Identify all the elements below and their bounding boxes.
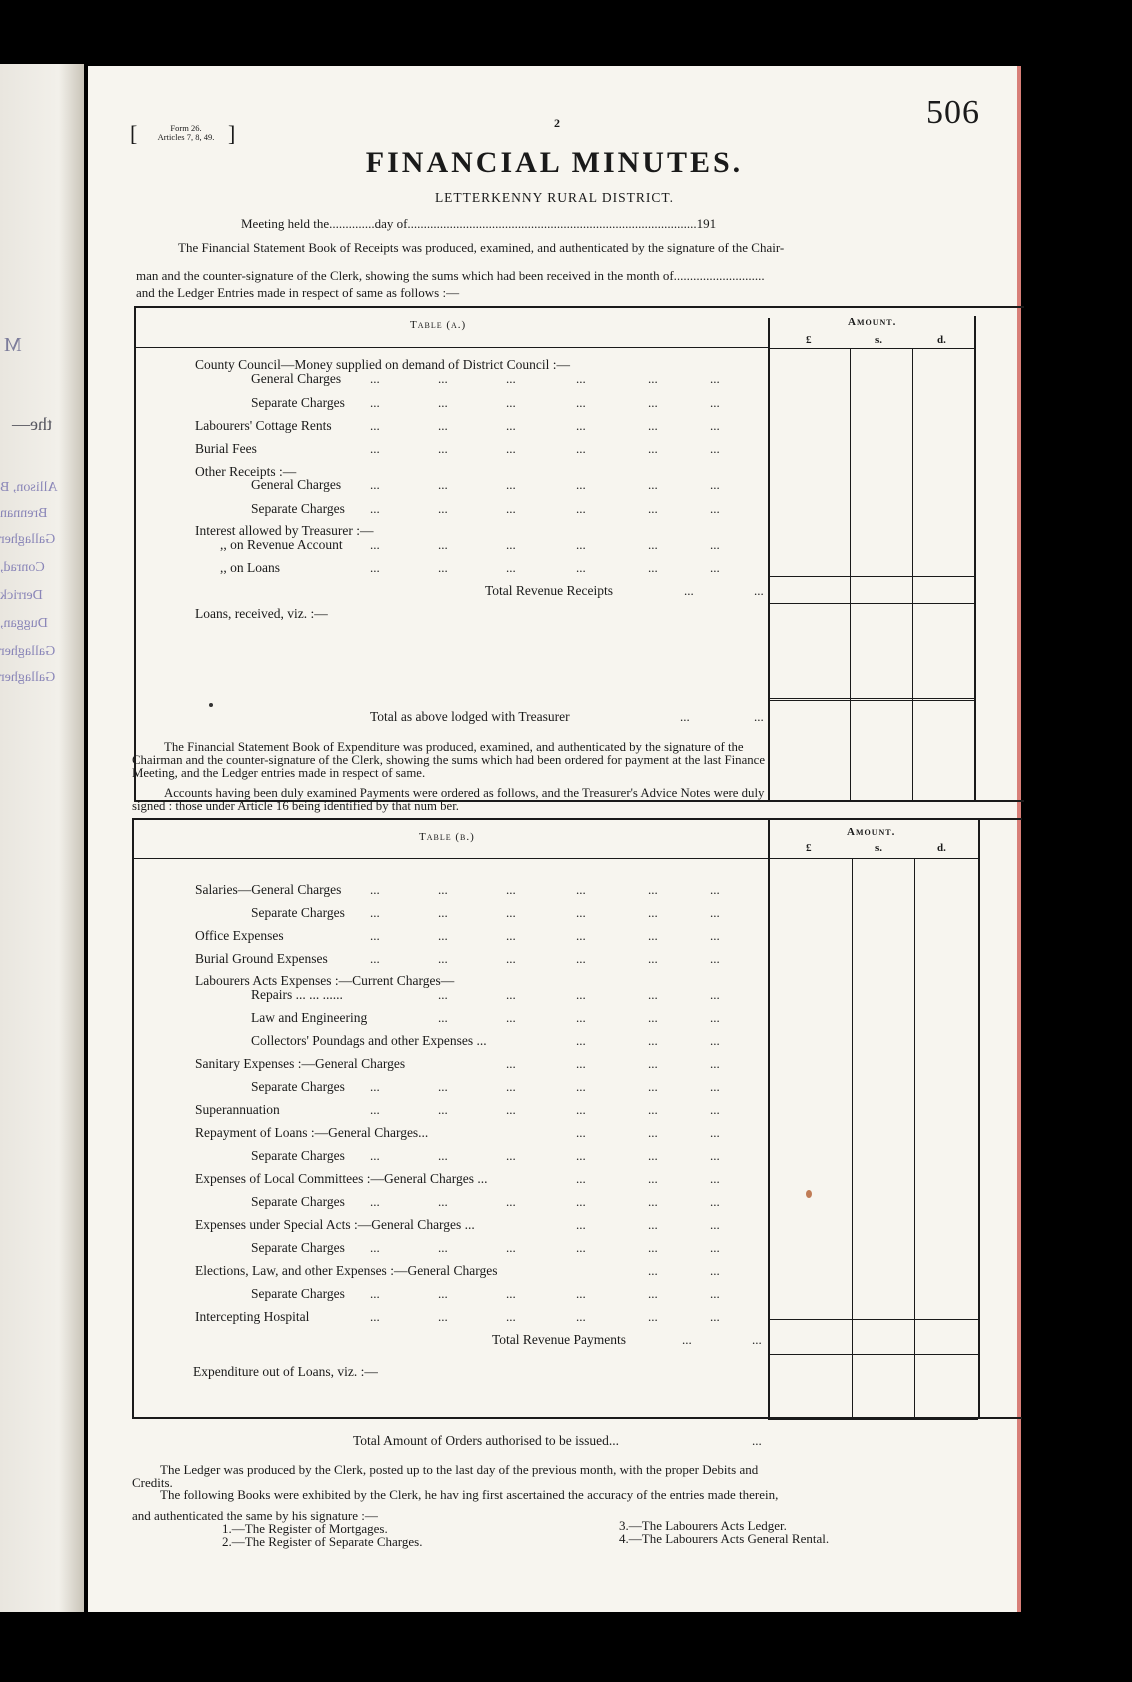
table-b-total-row: Total Revenue Payments <box>492 1332 627 1347</box>
leader-dots: ... <box>648 537 658 552</box>
table-a-right-rule <box>974 316 976 800</box>
leader-dots: ... <box>710 477 720 492</box>
leader-dots: ... <box>370 1240 380 1255</box>
leader-dots: ... <box>648 1286 658 1301</box>
leader-dots: ... <box>576 560 586 575</box>
leader-dots: ... <box>370 905 380 920</box>
table-a-row: ,, on Loans <box>220 560 280 575</box>
ghost-text: Conrad, <box>0 560 45 575</box>
leader-dots: ... <box>648 928 658 943</box>
expenditure-line-1: The Financial Statement Book of Expenditure was produced, examined, and authenticated by the signature of the <box>164 740 744 754</box>
leader-dots: ... <box>576 1171 586 1186</box>
table-b-left-rule <box>132 818 134 1418</box>
leader-dots: ... <box>506 1148 516 1163</box>
leader-dots: ... <box>438 477 448 492</box>
leader-dots: ... <box>506 882 516 897</box>
leader-dots: ... <box>710 537 720 552</box>
table-a-row: Separate Charges <box>251 395 345 410</box>
leader-dots: ... <box>506 441 516 456</box>
leader-dots: ... <box>754 583 764 598</box>
leader-dots: ... <box>710 928 720 943</box>
leader-dots: ... <box>438 537 448 552</box>
book-item: 2.—The Register of Separate Charges. <box>222 1534 423 1549</box>
footer-line-2: Credits. <box>132 1475 173 1490</box>
leader-dots: ... <box>576 1102 586 1117</box>
leader-dots: ... <box>576 418 586 433</box>
table-b-header-rule <box>134 858 768 859</box>
amount-label: Amount. <box>847 826 896 838</box>
ghost-text: M <box>4 334 22 356</box>
leader-dots: ... <box>506 537 516 552</box>
ink-dot <box>209 703 213 707</box>
leader-dots: ... <box>682 1332 692 1347</box>
table-a-row: Burial Fees <box>195 441 257 456</box>
table-a-top-rule <box>134 306 1024 308</box>
leader-dots: ... <box>648 1194 658 1209</box>
leader-dots: ... <box>506 395 516 410</box>
leader-dots: ... <box>684 583 694 598</box>
leader-dots: ... <box>438 928 448 943</box>
table-b-row: Law and Engineering <box>251 1010 368 1025</box>
leader-dots: ... <box>506 951 516 966</box>
leader-dots: ... <box>370 537 380 552</box>
leader-dots: ... <box>648 987 658 1002</box>
table-b-row: Expenses under Special Acts :—General Charges ... <box>195 1217 475 1232</box>
col-pound: £ <box>806 842 812 854</box>
table-b-amount-header <box>847 826 895 838</box>
table-a-total-row: Total as above lodged with Treasurer <box>370 709 570 724</box>
col-shillings: s. <box>875 334 883 346</box>
table-a-left-rule <box>134 306 136 801</box>
ghost-text: Gallagher <box>0 644 56 659</box>
leader-dots: ... <box>710 1263 720 1278</box>
leader-dots: ... <box>576 1010 586 1025</box>
leader-dots: ... <box>710 1125 720 1140</box>
table-b-row: Labourers Acts Expenses :—Current Charges— <box>195 973 455 988</box>
table-a-total-rule-4 <box>768 700 974 701</box>
table-b-amount-rule <box>768 818 770 1418</box>
leader-dots: ... <box>438 987 448 1002</box>
ghost-text: Derrick <box>0 588 43 603</box>
leader-dots: ... <box>576 477 586 492</box>
leader-dots: ... <box>576 1240 586 1255</box>
leader-dots: ... <box>710 1010 720 1025</box>
page-number-printed: 2 <box>554 116 560 130</box>
footer-line-1: The Ledger was produced by the Clerk, posted up to the last day of the previous month, with the proper Debits and <box>160 1462 759 1477</box>
leader-dots: ... <box>648 1148 658 1163</box>
table-b-row: Salaries—General Charges <box>195 882 342 897</box>
expenditure-line-3: Meeting, and the Ledger entries made in respect of same. <box>132 766 426 780</box>
leader-dots: ... <box>438 441 448 456</box>
leader-dots: ... <box>710 1240 720 1255</box>
table-b-row: Separate Charges <box>251 1286 345 1301</box>
expenditure-line-4: Accounts having been duly examined Payments were ordered as follows, and the Treasurer's Advice Notes were duly <box>164 786 765 800</box>
leader-dots: ... <box>370 951 380 966</box>
intro-line-1: The Financial Statement Book of Receipts was produced, examined, and authenticated by the signature of the Chair- <box>178 240 785 255</box>
meeting-line: Meeting held the..............day of.........................................................................................191 <box>241 216 717 231</box>
leader-dots: ... <box>576 1033 586 1048</box>
leader-dots: ... <box>438 882 448 897</box>
leader-dots: ... <box>438 905 448 920</box>
leader-dots: ... <box>710 395 720 410</box>
leader-dots: ... <box>438 1240 448 1255</box>
leader-dots: ... <box>370 395 380 410</box>
table-a-row: Labourers' Cottage Rents <box>195 418 332 433</box>
leader-dots: ... <box>506 987 516 1002</box>
leader-dots: ... <box>370 560 380 575</box>
leader-dots: ... <box>506 560 516 575</box>
expenditure-line-5: signed : those under Article 16 being identified by that num ber. <box>132 799 459 813</box>
book-item: 1.—The Register of Mortgages. <box>222 1521 388 1536</box>
ghost-text: Brennan <box>0 506 48 521</box>
leader-dots: ... <box>438 1309 448 1324</box>
leader-dots: ... <box>576 1309 586 1324</box>
leader-dots: ... <box>710 951 720 966</box>
leader-dots: ... <box>648 560 658 575</box>
leader-dots: ... <box>576 951 586 966</box>
leader-dots: ... <box>506 1102 516 1117</box>
table-b-row: Separate Charges <box>251 1194 345 1209</box>
ghost-text: Duggan, <box>0 616 48 631</box>
leader-dots: ... <box>506 1010 516 1025</box>
table-b-row: Expenditure out of Loans, viz. :— <box>193 1364 378 1379</box>
table-a-header-rule <box>136 347 768 348</box>
leader-dots: ... <box>576 1056 586 1071</box>
table-a-total-rule-2 <box>768 603 974 604</box>
leader-dots: ... <box>710 1033 720 1048</box>
leader-dots: ... <box>576 1286 586 1301</box>
leader-dots: ... <box>506 371 516 386</box>
leader-dots: ... <box>648 1263 658 1278</box>
intro-line-3: and the Ledger Entries made in respect of same as follows :— <box>136 285 460 300</box>
leader-dots: ... <box>438 1148 448 1163</box>
leader-dots: ... <box>370 1148 380 1163</box>
leader-dots: ... <box>438 560 448 575</box>
leader-dots: ... <box>438 1079 448 1094</box>
table-a-d-rule <box>912 348 913 800</box>
table-a-row: Loans, received, viz. :— <box>195 606 328 621</box>
table-a-amount-header <box>848 316 896 328</box>
leader-dots: ... <box>710 1217 720 1232</box>
table-b-row: Expenses of Local Committees :—General Charges ... <box>195 1171 488 1186</box>
leader-dots: ... <box>648 501 658 516</box>
ledger-page <box>88 66 1021 1612</box>
table-b-d-rule <box>914 859 915 1417</box>
leader-dots: ... <box>648 441 658 456</box>
bracket-left: [ <box>130 121 138 146</box>
leader-dots: ... <box>648 395 658 410</box>
district-subtitle: LETTERKENNY RURAL DISTRICT. <box>434 190 675 205</box>
leader-dots: ... <box>438 371 448 386</box>
leader-dots: ... <box>648 905 658 920</box>
leader-dots: ... <box>710 882 720 897</box>
footer-line-4: and authenticated the same by his signature :— <box>132 1508 378 1523</box>
table-a-total-rule-1 <box>768 576 974 577</box>
leader-dots: ... <box>648 371 658 386</box>
leader-dots: ... <box>576 1194 586 1209</box>
leader-dots: ... <box>370 1194 380 1209</box>
leader-dots: ... <box>576 928 586 943</box>
table-b-row: Office Expenses <box>195 928 284 943</box>
leader-dots: ... <box>576 882 586 897</box>
leader-dots: ... <box>506 1194 516 1209</box>
table-b-row: Burial Ground Expenses <box>195 951 328 966</box>
leader-dots: ... <box>710 371 720 386</box>
ghost-text: the— <box>12 414 52 434</box>
leader-dots: ... <box>576 1217 586 1232</box>
leader-dots: ... <box>370 1309 380 1324</box>
expenditure-line-2: Chairman and the counter-signature of the Clerk, showing the sums which had been ordered for payment at the last Finance <box>132 753 766 767</box>
facing-page-edge <box>0 64 84 1612</box>
leader-dots: ... <box>710 1194 720 1209</box>
book-item: 3.—The Labourers Acts Ledger. <box>619 1518 787 1533</box>
table-a-row: County Council—Money supplied on demand of District Council :— <box>195 357 570 372</box>
leader-dots: ... <box>648 1125 658 1140</box>
leader-dots: ... <box>506 928 516 943</box>
table-b-row: Repayment of Loans :—General Charges... <box>195 1125 429 1140</box>
table-b-total-row: Total Amount of Orders authorised to be issued... <box>353 1433 620 1448</box>
leader-dots: ... <box>710 560 720 575</box>
table-a-row: General Charges <box>251 371 342 386</box>
table-b-row: Sanitary Expenses :—General Charges <box>195 1056 406 1071</box>
leader-dots: ... <box>710 905 720 920</box>
table-a-row: Other Receipts :— <box>195 464 297 479</box>
table-b-row: Collectors' Poundags and other Expenses ... <box>251 1033 487 1048</box>
table-b-top-rule <box>132 818 1022 820</box>
leader-dots: ... <box>648 1079 658 1094</box>
col-pence: d. <box>937 334 946 346</box>
table-b-row: Repairs ... ... ...... <box>251 987 343 1002</box>
leader-dots: ... <box>648 1033 658 1048</box>
table-b-total-rule-1 <box>768 1319 978 1320</box>
table-b-total-rule-3 <box>768 1419 978 1420</box>
leader-dots: ... <box>648 1102 658 1117</box>
leader-dots: ... <box>710 1309 720 1324</box>
leader-dots: ... <box>576 441 586 456</box>
leader-dots: ... <box>370 418 380 433</box>
leader-dots: ... <box>370 1079 380 1094</box>
leader-dots: ... <box>648 951 658 966</box>
leader-dots: ... <box>438 951 448 966</box>
amount-label: Amount. <box>848 316 897 328</box>
leader-dots: ... <box>506 501 516 516</box>
table-b-amount-header-rule <box>768 858 978 859</box>
leader-dots: ... <box>438 501 448 516</box>
table-b-row: Superannuation <box>195 1102 280 1117</box>
table-a-total-rule-3 <box>768 698 974 699</box>
leader-dots: ... <box>370 441 380 456</box>
leader-dots: ... <box>370 928 380 943</box>
leader-dots: ... <box>438 1286 448 1301</box>
leader-dots: ... <box>710 1148 720 1163</box>
ink-spot <box>806 1190 812 1198</box>
ghost-text: Gallagher <box>0 670 56 685</box>
leader-dots: ... <box>506 1079 516 1094</box>
leader-dots: ... <box>648 1240 658 1255</box>
col-shillings: s. <box>875 842 883 854</box>
table-b-s-rule <box>852 859 853 1417</box>
bracket-right: ] <box>228 121 236 146</box>
leader-dots: ... <box>506 1309 516 1324</box>
col-pound: £ <box>806 334 812 346</box>
col-pence: d. <box>937 842 946 854</box>
leader-dots: ... <box>710 501 720 516</box>
leader-dots: ... <box>370 477 380 492</box>
ghost-text: Gallagher <box>0 532 56 547</box>
page-title: FINANCIAL MINUTES. <box>365 146 744 179</box>
table-a-row: General Charges <box>251 477 342 492</box>
leader-dots: ... <box>648 1309 658 1324</box>
leader-dots: ... <box>648 1010 658 1025</box>
table-a-total-row: Total Revenue Receipts <box>485 583 614 598</box>
table-b-row: Separate Charges <box>251 1240 345 1255</box>
form-number: Form 26. <box>170 123 202 133</box>
leader-dots: ... <box>710 1171 720 1186</box>
leader-dots: ... <box>752 1332 762 1347</box>
leader-dots: ... <box>648 1056 658 1071</box>
leader-dots: ... <box>710 987 720 1002</box>
leader-dots: ... <box>710 441 720 456</box>
leader-dots: ... <box>576 1079 586 1094</box>
leader-dots: ... <box>710 1079 720 1094</box>
leader-dots: ... <box>438 1194 448 1209</box>
leader-dots: ... <box>506 1056 516 1071</box>
leader-dots: ... <box>438 1010 448 1025</box>
table-a-amount-rule <box>768 318 770 800</box>
leader-dots: ... <box>370 1286 380 1301</box>
leader-dots: ... <box>506 905 516 920</box>
footer-line-3: The following Books were exhibited by the Clerk, he hav ing first ascertained the accuracy of the entries made therein, <box>160 1487 779 1502</box>
leader-dots: ... <box>370 882 380 897</box>
leader-dots: ... <box>576 905 586 920</box>
form-articles: Articles 7, 8, 49. <box>157 132 215 142</box>
leader-dots: ... <box>370 501 380 516</box>
table-b-total-rule-2 <box>768 1354 978 1355</box>
table-a-amount-header-rule <box>768 348 974 349</box>
leader-dots: ... <box>752 1433 762 1448</box>
leader-dots: ... <box>506 1240 516 1255</box>
table-b-title: Table (b.) <box>419 831 475 843</box>
leader-dots: ... <box>576 395 586 410</box>
leader-dots: ... <box>648 882 658 897</box>
intro-line-2: man and the counter-signature of the Clerk, showing the sums which had been received in the month of............................ <box>136 268 765 283</box>
ghost-text: Allison, B <box>0 480 58 495</box>
table-a-row: Interest allowed by Treasurer :— <box>195 523 374 538</box>
leader-dots: ... <box>710 418 720 433</box>
leader-dots: ... <box>438 418 448 433</box>
leader-dots: ... <box>680 709 690 724</box>
leader-dots: ... <box>576 537 586 552</box>
table-a-row: Separate Charges <box>251 501 345 516</box>
leader-dots: ... <box>576 987 586 1002</box>
leader-dots: ... <box>648 477 658 492</box>
leader-dots: ... <box>710 1056 720 1071</box>
leader-dots: ... <box>506 477 516 492</box>
table-b-row: Separate Charges <box>251 905 345 920</box>
table-b-row: Intercepting Hospital <box>195 1309 310 1324</box>
table-a-title: Table (a.) <box>410 319 467 331</box>
table-b-right-rule <box>978 818 980 1418</box>
table-b-row: Elections, Law, and other Expenses :—General Charges <box>195 1263 498 1278</box>
leader-dots: ... <box>648 1217 658 1232</box>
leader-dots: ... <box>370 1102 380 1117</box>
table-b-row: Separate Charges <box>251 1079 345 1094</box>
table-a-row: ,, on Revenue Account <box>220 537 343 552</box>
leader-dots: ... <box>754 709 764 724</box>
table-a-s-rule <box>850 348 851 800</box>
leader-dots: ... <box>576 1148 586 1163</box>
leader-dots: ... <box>506 418 516 433</box>
leader-dots: ... <box>370 371 380 386</box>
leader-dots: ... <box>648 1171 658 1186</box>
leader-dots: ... <box>438 1102 448 1117</box>
leader-dots: ... <box>648 418 658 433</box>
leader-dots: ... <box>506 1286 516 1301</box>
book-item: 4.—The Labourers Acts General Rental. <box>619 1531 830 1546</box>
form-reference <box>130 121 236 146</box>
leader-dots: ... <box>710 1286 720 1301</box>
leader-dots: ... <box>576 1125 586 1140</box>
leader-dots: ... <box>576 371 586 386</box>
table-b-row: Separate Charges <box>251 1148 345 1163</box>
leader-dots: ... <box>710 1102 720 1117</box>
leader-dots: ... <box>576 501 586 516</box>
page-number-stamp: 506 <box>926 94 980 131</box>
leader-dots: ... <box>438 395 448 410</box>
